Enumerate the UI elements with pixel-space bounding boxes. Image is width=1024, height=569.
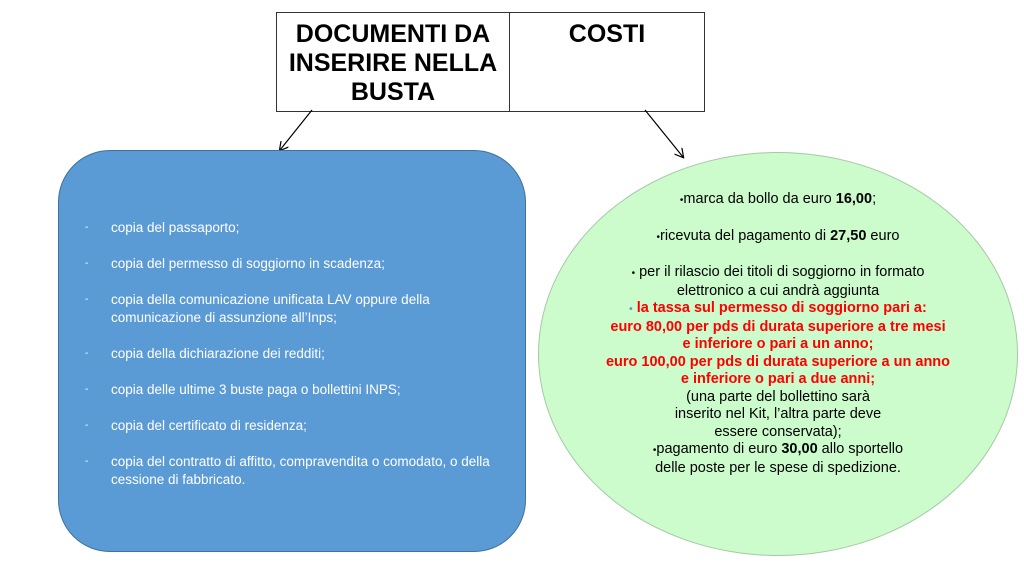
documents-box [58,150,526,552]
arrow-to-documents [280,110,312,150]
costs-circle [538,152,1018,556]
costs-header: COSTI [509,13,704,111]
list-item: - copia del contratto di affitto, compravendita o comodato, o della cessione di fabbricato. [85,454,490,487]
cost-marca: •marca da bollo da euro 16,00; [679,191,877,207]
documents-header: DOCUMENTI DA INSERIRE NELLA BUSTA [288,20,498,106]
costs-text [539,191,1017,477]
cost-tassa: • la tassa sul permesso di soggiorno pari a: [629,300,927,316]
list-item: - copia della dichiarazione dei redditi; [85,346,325,361]
arrow-to-costs [645,110,683,157]
list-item: - copia della comunicazione unificata LAV oppure della comunicazione di assunzione all’Inps; [85,292,430,325]
list-item: - copia del permesso di soggiorno in scadenza; [85,256,385,271]
cost-bollettino-line2: inserito nel Kit, l’altra parte deve [674,406,882,422]
list-item: - copia del certificato di residenza; [85,418,307,433]
documents-list [83,219,505,507]
cost-ricevuta: •ricevuta del pagamento di 27,50 euro [656,227,900,244]
cost-bollettino-line3: essere conservata); [714,423,842,440]
cost-pagamento: •pagamento di euro 30,00 allo sportello [652,441,904,457]
cost-bollettino-line1: (una parte del bollettino sarà [686,388,870,405]
cost-tassa-line5: e inferiore o pari a due anni; [680,371,876,387]
list-item: - copia del passaporto; [85,220,240,235]
cost-tassa-line3: e inferiore o pari a un anno; [682,336,874,352]
list-item: - copia delle ultime 3 buste paga o bollettini INPS; [85,382,401,397]
cost-pagamento-line2: delle poste per le spese di spedizione. [655,459,901,476]
cost-rilascio: • per il rilascio dei titoli di soggiorno in formato [631,264,925,280]
cost-tassa-line4: euro 100,00 per pds di durata superiore a un anno [605,353,951,370]
cost-rilascio-line2: elettronico a cui andrà aggiunta [676,282,880,299]
header-table [276,12,705,112]
cost-tassa-line2: euro 80,00 per pds di durata superiore a tre mesi [610,318,946,335]
